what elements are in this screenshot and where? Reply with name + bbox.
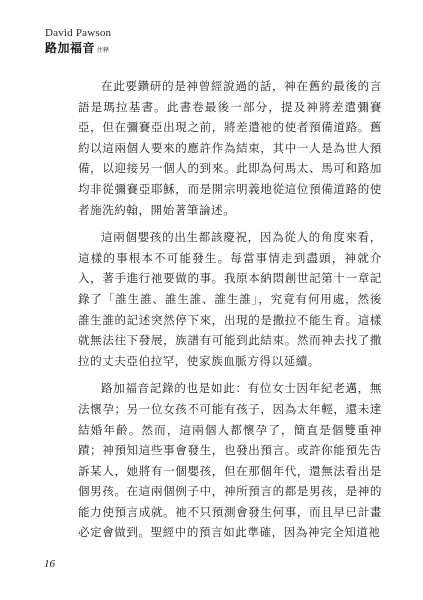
- book-title-main: 路加福音: [45, 41, 96, 55]
- paragraph-3: 路加福音記錄的也是如此：有位女士因年紀老邁，無法懷孕；另一位女孩不可能有孩子，因為太年輕，還未達結婚年齡。然而，這兩個人都懷孕了，簡直是個雙重神蹟；神預知這些事會發生，也發出預言。或許你能預先告訴某人，她將有一個嬰孩，但在那個年代，還無法看出是個男孩。在這兩個例子中，神所預言的都是男孩，是神的能力使預言成就。祂不只預測會發生何事，而且早已計畫必定會做到。聖經中的預言如此準確，因為神完全知道祂: [78, 381, 382, 540]
- book-title: [45, 42, 111, 54]
- paragraph-1: 在此要鑽研的是神曾經說過的話，神在舊約最後的言語是瑪拉基書。此書卷最後一部分，提及神將差遣彌賽亞，但在彌賽亞出現之前，將差遣祂的使者預備道路。舊約以這兩個人要來的應許作為結束，其中一人是為世人預備，以迎接另一個人的到來。此即為何馬太、馬可和路加均非從彌賽亞耶穌，而是開宗明義地從這位預備道路的使者施洗約翰，開始著筆論述。: [78, 79, 382, 217]
- paragraph-2: 這兩個嬰孩的出生都該慶祝，因為從人的角度來看，這樣的事根本不可能發生。每當事情走到盡頭，神就介入，著手進行祂要做的事。我原本納悶創世記第十一章記錄了「誰生誰、誰生誰、誰生誰」，究竟有何用處，然後誰生誰的記述突然停下來，出現的是撒拉不能生育。這樣就無法往下發展，族譜有可能到此結束。然而神去找了撒拉的丈夫亞伯拉罕，使家族血脈方得以延續。: [78, 230, 382, 368]
- body-text: [78, 76, 382, 543]
- book-title-subtitle: 注释: [97, 47, 110, 54]
- page-number: 16: [44, 558, 55, 570]
- running-head: [45, 28, 111, 54]
- author-name: David Pawson: [45, 27, 112, 39]
